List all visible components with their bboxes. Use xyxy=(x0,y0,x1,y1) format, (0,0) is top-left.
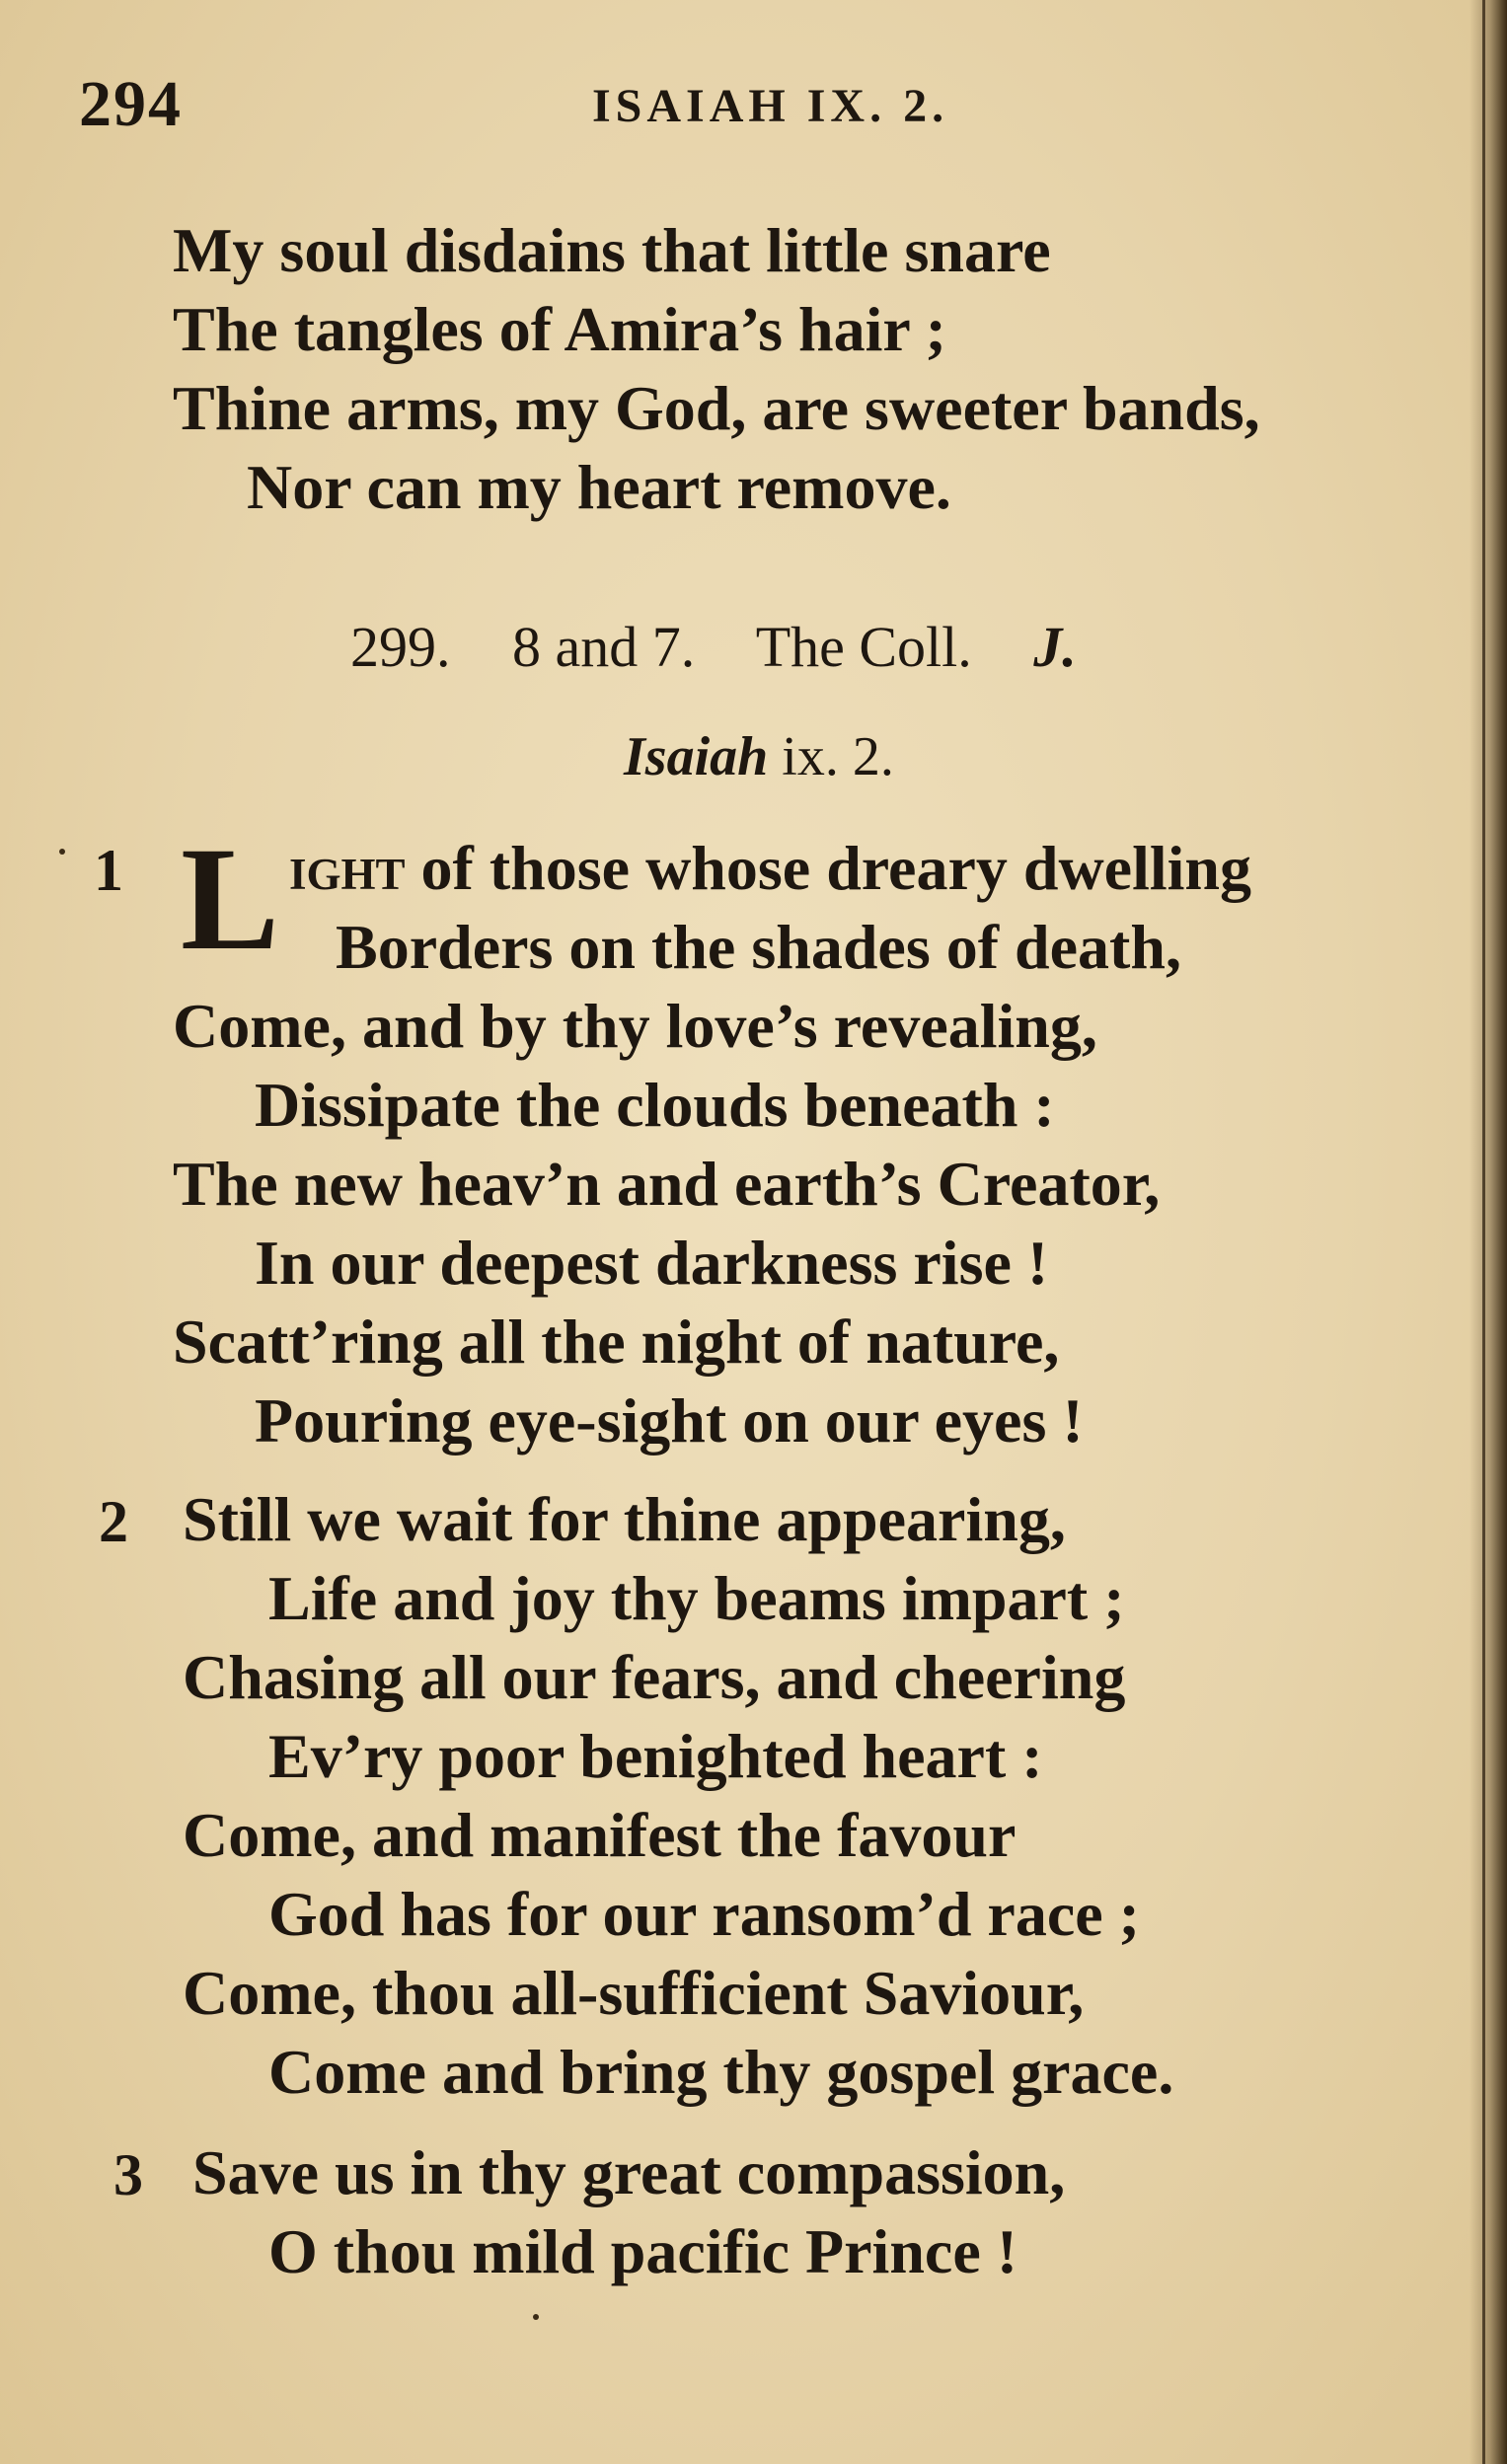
verse-line: Scatt’ring all the night of nature, xyxy=(173,1307,1060,1377)
page-number: 294 xyxy=(79,68,183,140)
drop-cap: L xyxy=(181,817,280,981)
hymn-author: J. xyxy=(1033,615,1077,679)
hymn-tune: The Coll. xyxy=(755,615,972,679)
verse-line: Pouring eye-sight on our eyes ! xyxy=(255,1385,1084,1456)
verse-line: O thou mild pacific Prince ! xyxy=(268,2216,1018,2286)
first-line-rest: of those whose dreary dwelling xyxy=(420,833,1252,903)
verse-line: Borders on the shades of death, xyxy=(336,912,1181,982)
verse-line: Chasing all our fears, and cheering xyxy=(183,1642,1126,1712)
verse-line: Still we wait for thine appearing, xyxy=(183,1484,1066,1554)
ink-speck xyxy=(533,2314,539,2320)
verse-line: The new heav’n and earth’s Creator, xyxy=(173,1149,1161,1219)
verse-line: In our deepest darkness rise ! xyxy=(255,1228,1049,1298)
verse-line: Come, and by thy love’s revealing, xyxy=(173,991,1097,1061)
verse-line: Ev’ry poor benighted heart : xyxy=(268,1721,1043,1791)
stanza-line: Nor can my heart remove. xyxy=(247,452,951,522)
page-header xyxy=(79,67,1461,146)
verse-line: Dissipate the clouds beneath : xyxy=(255,1070,1055,1140)
scripture-reference xyxy=(624,725,894,788)
hymn-heading xyxy=(350,614,1077,680)
page-edge-line xyxy=(1482,0,1485,2464)
verse-line: Come, thou all-sufficient Saviour, xyxy=(183,1958,1085,2028)
verse-line: Come, and manifest the favour xyxy=(183,1800,1017,1870)
verse-line: Come and bring thy gospel grace. xyxy=(268,2037,1174,2107)
verse-number: 3 xyxy=(113,2142,143,2207)
verse-first-line xyxy=(289,833,1252,903)
page-edge-shadow xyxy=(1469,0,1507,2464)
running-head: ISAIAH IX. 2. xyxy=(592,80,949,132)
stanza-line: The tangles of Amira’s hair ; xyxy=(173,294,946,364)
scripture-book: Isaiah xyxy=(624,726,769,787)
verse-number: 2 xyxy=(99,1489,128,1554)
verse-line: Life and joy thy beams impart ; xyxy=(268,1563,1125,1633)
ink-speck xyxy=(59,849,65,855)
verse-line: Save us in thy great compassion, xyxy=(192,2137,1066,2207)
stanza-line: My soul disdains that little snare xyxy=(173,215,1051,285)
verse-line: God has for our ransom’d race ; xyxy=(268,1879,1140,1949)
scripture-ref: ix. 2. xyxy=(782,726,894,787)
first-word-rest: ight xyxy=(289,833,406,903)
hymn-number: 299. xyxy=(350,615,451,679)
stanza-line: Thine arms, my God, are sweeter bands, xyxy=(173,373,1260,443)
verse-number: 1 xyxy=(94,838,123,903)
hymn-meter: 8 and 7. xyxy=(512,615,696,679)
